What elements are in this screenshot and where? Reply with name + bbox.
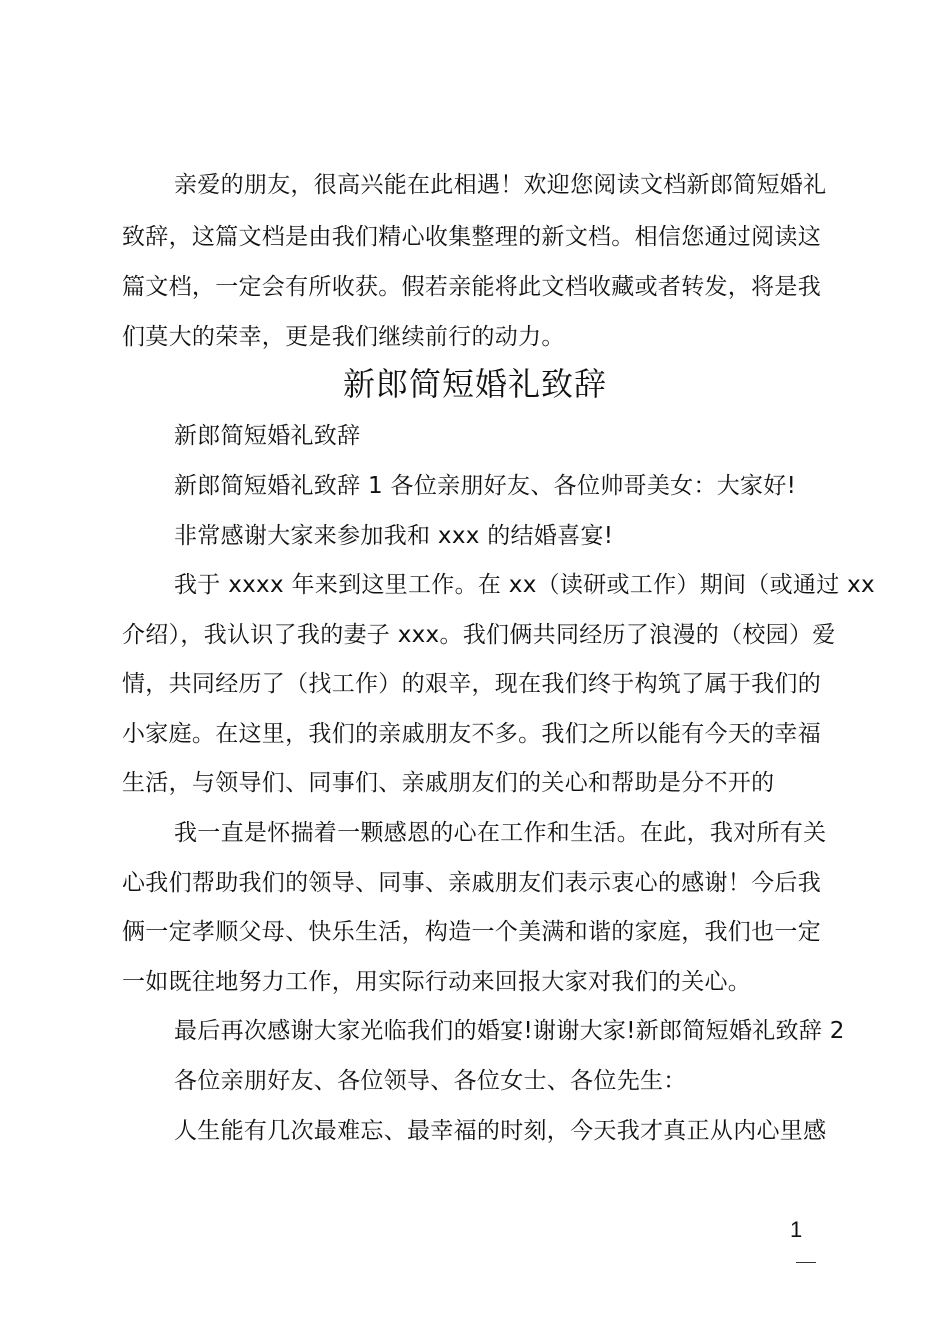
body-line-10: 心我们帮助我们的领导、同事、亲戚朋友们表示衷心的感谢！今后我 [122, 870, 821, 896]
body-line-3: 非常感谢大家来参加我和 xxx 的结婚喜宴! [174, 523, 614, 549]
body-line-9: 我一直是怀揣着一颗感恩的心在工作和生活。在此，我对所有关 [174, 820, 827, 846]
body-line-13: 最后再次感谢大家光临我们的婚宴!谢谢大家!新郎简短婚礼致辞 2 [174, 1018, 845, 1044]
document-title: 新郎简短婚礼致辞 [342, 365, 607, 403]
body-line-11: 俩一定孝顺父母、快乐生活，构造一个美满和谐的家庭，我们也一定 [122, 919, 821, 945]
body-line-8: 生活，与领导们、同事们、亲戚朋友们的关心和帮助是分不开的 [122, 770, 775, 796]
body-line-2: 新郎简短婚礼致辞 1 各位亲朋好友、各位帅哥美女：大家好! [174, 473, 797, 499]
intro-line-4: 们莫大的荣幸，更是我们继续前行的动力。 [122, 324, 565, 350]
body-line-5: 介绍），我认识了我的妻子 xxx。我们俩共同经历了浪漫的（校园）爱 [122, 622, 836, 648]
body-line-12: 一如既往地努力工作，用实际行动来回报大家对我们的关心。 [122, 969, 752, 995]
page-number: 1 [790, 1217, 803, 1242]
body-line-4: 我于 xxxx 年来到这里工作。在 xx（读研或工作）期间（或通过 xx [174, 572, 875, 598]
body-line-6: 情，共同经历了（找工作）的艰辛，现在我们终于构筑了属于我们的 [122, 671, 821, 697]
intro-line-2: 致辞，这篇文档是由我们精心收集整理的新文档。相信您通过阅读这 [122, 224, 821, 250]
intro-line-1: 亲爱的朋友，很高兴能在此相遇！欢迎您阅读文档新郎简短婚礼 [174, 172, 827, 198]
page-number-rule [796, 1262, 816, 1263]
body-line-15: 人生能有几次最难忘、最幸福的时刻，今天我才真正从内心里感 [174, 1118, 827, 1144]
body-line-14: 各位亲朋好友、各位领导、各位女士、各位先生： [174, 1068, 687, 1094]
body-line-7: 小家庭。在这里，我们的亲戚朋友不多。我们之所以能有今天的幸福 [122, 721, 821, 747]
body-line-1: 新郎简短婚礼致辞 [174, 423, 361, 449]
intro-line-3: 篇文档，一定会有所收获。假若亲能将此文档收藏或者转发，将是我 [122, 274, 821, 300]
